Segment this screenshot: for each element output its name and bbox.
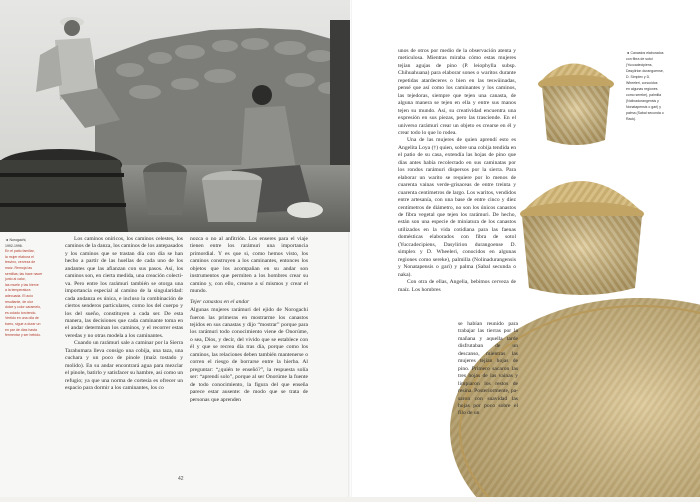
caption-line: a la temperatura <box>5 288 31 293</box>
caption-line: semillas; las hace nacer <box>5 271 43 276</box>
caption-line: En el patio familiar, <box>5 249 35 254</box>
caption-line: palma (Sabal secunda o <box>626 111 664 115</box>
caption-line: fermentar y ser bebido. <box>5 333 41 338</box>
caption-line: maíz. Remoja las <box>5 265 33 270</box>
page-number: 42 <box>178 476 184 482</box>
caption-line: resultante, de olor <box>5 299 34 304</box>
paragraph: Algunas mujeres rarámuri del ejido de Norogachi fueron las primeras en mostrarme los canastos tejidos en sus canastas y dijo “mostrar” porque para los rarámuri todo conocimiento viene de Onorúme, o sea, Dios, y decir, del vivido que se establece con él y que se recrea día tras día, porque como los caminos, las relaciones deben también mantenerse o corren el riesgo de borrarse entre la hierba. Al preguntar: “¿quién te enseñó?”, la respuesta solía ser: “aprendí solo”, porque al ser Onorúme la fuente de todo conocimiento, la figura del que enseña parece estar ausente: de modo que se trata de personas que aprenden <box>190 307 308 403</box>
caption-marker: ◄ <box>5 238 9 242</box>
body-column-4 <box>458 321 518 418</box>
body-column-1 <box>65 236 183 393</box>
paragraph: Con otra de ellas, Angelia, bebimos cerveza de maíz. Los hombres <box>398 279 516 293</box>
body-column-2 <box>190 236 308 404</box>
paragraph: unos de otros por medio de la observación atenta y meticulosa. Mientras miraba cómo estas mujeres tejían agujas de pino (P. leiophylla subsp. Chihuahuana) para elaborar sones o waritos durante repetidas atardeceres o bien en las teswüinadas, pensé que así como los caminantes y los caminos, las tejedoras, siempre que tejen una canasta, de alguna manera se tejen en ella y entre sus manos tejen su mundo. Así, su creatividad encuentra una expresión en sus piezas, pero las trasciende. En el universo rarámuri crear un objeto es crearse en él y crear todo lo que lo rodea. <box>398 48 516 136</box>
caption-years: 1992-1996. <box>5 243 23 248</box>
caption-line: Wheeleri, conocidos <box>626 81 658 85</box>
caption-line: dulce y color caramelo, <box>5 305 41 310</box>
caption-line: las muele y las hierve <box>5 282 39 287</box>
body-column-3 <box>398 48 516 294</box>
caption-line: Rack). <box>626 117 637 121</box>
caption-line: tesvino, cerveza de <box>5 260 36 265</box>
caption-line: (Yuccadecipiens, <box>626 63 653 67</box>
caption-line: Vertido en una olla de <box>5 316 39 321</box>
caption-line: barro, sigue a durar un <box>5 321 41 326</box>
paragraph: Los caminos oníricos, los caminos celestes, los caminos de la danza, los caminos de los antepasados y los caminos que se trastan día con día se han hecho a partir de las huellas de cada uno de los andantes que las afianzan con sus pasos. Así, los caminos son, en cierta medida, una creación colectiva. Pero entre los rarámuri también se otorga una importancia especial al camino de la singularidad: cada andanza es única, e incluso la combinación de ciertos senderos particulares, como los del cuerpo y los del sueño, constituyen a cada ser. De esta manera, las decisiones que cada caminante toma en el andar determinan los caminos, y el recorrer estas veredas y no otras modela a los caminantes. <box>65 236 183 339</box>
caption-line: como sereke), palmilla <box>626 93 662 97</box>
family-patio-photo <box>0 0 350 232</box>
caption-line: (Nolinadurangensis y <box>626 99 659 103</box>
caption-line: en algunas regiones <box>626 87 658 91</box>
paragraph: nozca o no al anfitrión. Los enseres para el viaje tienen entre los rarámuri una importancia primordial. Y es que si, como hemos visto, los caminos construyen a los caminantes, entonces los objetos que los acompañan en su andar son instrumentos que permiten a los hombres crear su camino y, con ello, crearse a sí mismos y crear el mundo. <box>190 236 308 295</box>
photo-caption <box>5 238 43 339</box>
lidded-basket-large <box>520 181 644 295</box>
paragraph: Cuando un rarámuri sale a caminar por la Sierra Tarahumara lleva consigo una cobija, una taza, una cuchara y un poco de pinole (maíz tostado y molido). En su andar encontrará agua para mezclar el pinole, batirlo y satisfacer su hambre, así como un refugio; ya que una norma de cortesía es ofrecer un espacio para dormir a los caminantes, los co <box>65 340 183 392</box>
caption-line: Dasylirion durangoense, <box>626 69 664 73</box>
caption-marker: ◄ <box>626 51 630 55</box>
section-subheading: Tejer canastos en el andar <box>190 298 250 305</box>
baskets-caption <box>626 50 688 122</box>
caption-line: adecuada. El acío <box>5 293 34 298</box>
caption-line: es colado torciendo. <box>5 310 37 315</box>
caption-line: D. Simplex y D. <box>626 75 651 79</box>
caption-line: Canastos elaborados <box>630 51 664 55</box>
caption-place: Norogachi, <box>9 238 27 242</box>
lidded-basket-small <box>538 64 614 146</box>
caption-line: junto al calor, <box>5 277 26 282</box>
caption-line: con fibra de sotol <box>626 57 653 61</box>
caption-line: en par de días hasta <box>5 327 37 332</box>
caption-line: Nonatapensis o gari) y <box>626 105 662 109</box>
caption-line: la mujer elabora el <box>5 254 34 259</box>
paragraph: Una de las mujeres de quien aprendí esto es Angelita Loya (†) quien, sobre una cobija tendida en el patio de su casa, extendía las hojas de pino que días antes había recolectado en sus caminatas por los rondos rarámuri dispersos por la sierra. Para elaborar un warito se requiere por lo menos de cuarenta vainas verde-grisaceas de entre treinta y cuarenta centímetros de largo. Los waritos, vendidos entre artesanía, con una base de entre cinco y diez centímetros de diámetro, no son los únicos canastos de fibra vegetal que tejen los rarámuri. De hecho, están son una especie de miniatura de los canastos utilizados en la vida cotidiana para las faenas domésticas elaborados con fibra de sotol (Yuccadecipiens, Dasylirion durangoense D. simplex y D. Wheeleri, conocidos en algunas regiones como sereke), palmilla (Nolinadurangensis y Nonatapensis o gari) y palma (Sabal secunda o naka). <box>398 137 516 278</box>
paragraph: se habían reunido para trabajar las tierras por la mañana y aquella tarde disfrutaban de un descanso, mientras las mujeres tejían hojas de pino. Primero sacaron las tres hojas de las vainas y limpiaron los restos de resina. Posteriormente, pasaron con suavidad las hojas por poco sobre el filo de un <box>458 321 518 417</box>
